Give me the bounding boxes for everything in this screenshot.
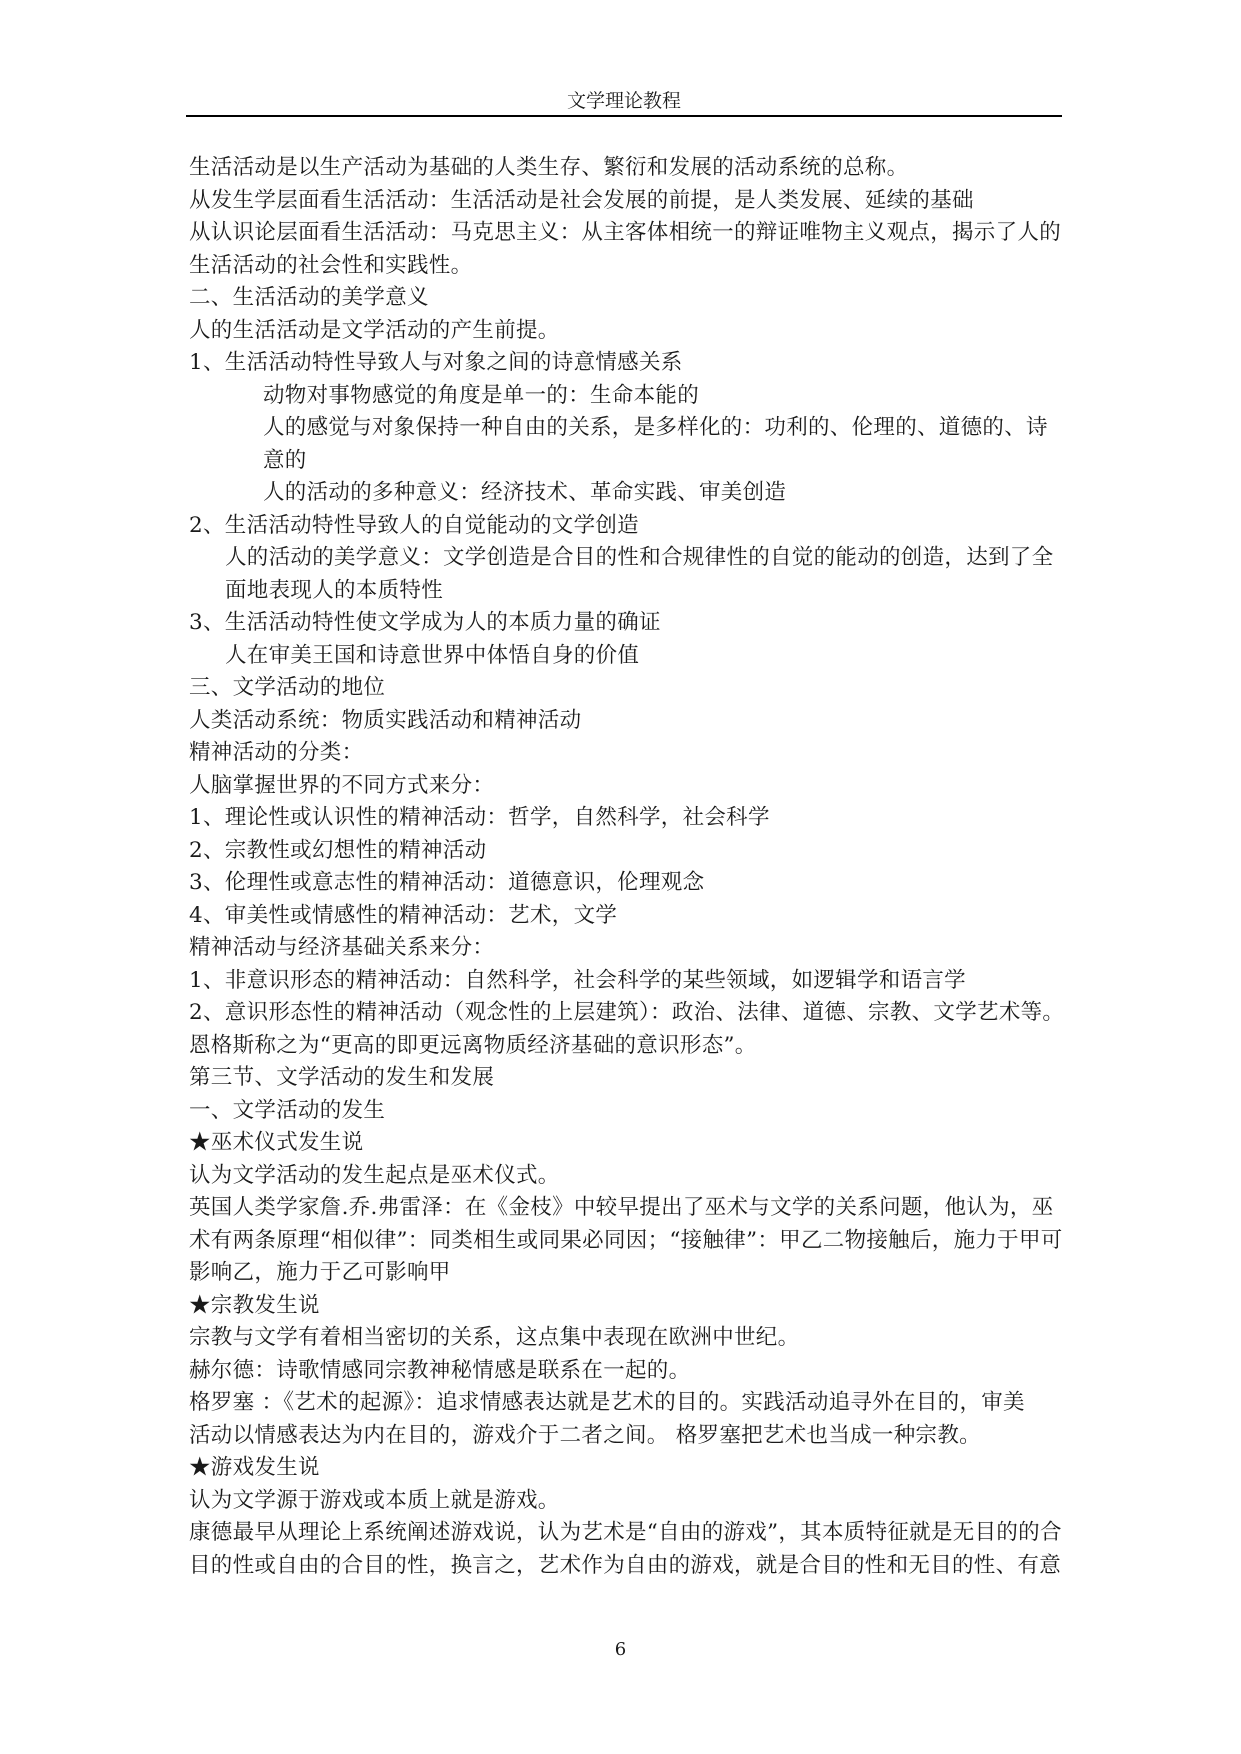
text-line: 一、文学活动的发生 bbox=[189, 1097, 386, 1123]
text-line: 人脑掌握世界的不同方式来分： bbox=[189, 772, 495, 798]
text-line: 生活活动的社会性和实践性。 bbox=[189, 252, 473, 278]
text-line: 1、生活活动特性导致人与对象之间的诗意情感关系 bbox=[189, 350, 683, 375]
text-line: 动物对事物感觉的角度是单一的：生命本能的 bbox=[263, 382, 700, 408]
text-line: 宗教与文学有着相当密切的关系，这点集中表现在欧洲中世纪。 bbox=[189, 1325, 800, 1350]
text-line: 人类活动系统：物质实践活动和精神活动 bbox=[189, 707, 582, 733]
text-line: ★游戏发生说 bbox=[189, 1455, 320, 1480]
text-line: 2、生活活动特性导致人的自觉能动的文学创造 bbox=[189, 512, 639, 538]
text-line: 三、文学活动的地位 bbox=[189, 675, 386, 700]
text-line: 4、审美性或情感性的精神活动：艺术，文学 bbox=[189, 902, 618, 928]
text-line: 1、非意识形态的精神活动：自然科学，社会科学的某些领域，如逻辑学和语言学 bbox=[189, 967, 966, 993]
text-line: 人的感觉与对象保持一种自由的关系，是多样化的：功利的、伦理的、道德的、诗 bbox=[263, 415, 1048, 440]
text-line: 精神活动的分类： bbox=[189, 740, 364, 765]
text-line: 生活活动是以生产活动为基础的人类生存、繁衍和发展的活动系统的总称。 bbox=[189, 155, 909, 180]
text-line: 认为文学活动的发生起点是巫术仪式。 bbox=[189, 1162, 560, 1188]
text-line: 英国人类学家詹.乔.弗雷泽：在《金枝》中较早提出了巫术与文学的关系问题，他认为，巫 bbox=[189, 1195, 1054, 1220]
text-line: 术有两条原理“相似律”：同类相生或同果必同因；“接触律”：甲乙二物接触后，施力于甲可 bbox=[189, 1227, 1063, 1253]
text-line: 目的性或自由的合目的性，换言之，艺术作为自由的游戏，就是合目的性和无目的性、有意 bbox=[189, 1552, 1062, 1578]
text-line: 赫尔德：诗歌情感同宗教神秘情感是联系在一起的。 bbox=[189, 1357, 691, 1383]
page-body bbox=[189, 152, 1064, 1582]
text-line: 二、生活活动的美学意义 bbox=[189, 285, 429, 310]
text-line: 人的活动的美学意义：文学创造是合目的性和合规律性的自觉的能动的创造，达到了全 bbox=[225, 545, 1054, 570]
text-line: 从发生学层面看生活活动：生活活动是社会发展的前提，是人类发展、延续的基础 bbox=[189, 187, 974, 213]
text-line: 3、伦理性或意志性的精神活动：道德意识，伦理观念 bbox=[189, 870, 705, 895]
text-line: 精神活动与经济基础关系来分： bbox=[189, 935, 495, 960]
text-line: 面地表现人的本质特性 bbox=[225, 577, 444, 603]
text-line: 活动以情感表达为内在目的，游戏介于二者之间。 格罗塞把艺术也当成一种宗教。 bbox=[189, 1422, 981, 1448]
text-line: 2、意识形态性的精神活动（观念性的上层建筑）：政治、法律、道德、宗教、文学艺术等。 bbox=[189, 1000, 1064, 1025]
header-rule bbox=[186, 115, 1062, 117]
text-line: ★宗教发生说 bbox=[189, 1292, 320, 1318]
text-line: ★巫术仪式发生说 bbox=[189, 1130, 364, 1155]
text-line: 格罗塞 ：《艺术的起源》：追求情感表达就是艺术的目的。实践活动追寻外在目的，审美 bbox=[189, 1390, 1025, 1415]
text-line: 第三节、文学活动的发生和发展 bbox=[189, 1065, 495, 1090]
page-number: 6 bbox=[614, 1639, 627, 1660]
text-line: 从认识论层面看生活活动：马克思主义：从主客体相统一的辩证唯物主义观点，揭示了人的 bbox=[189, 220, 1062, 245]
text-line: 人在审美王国和诗意世界中体悟自身的价值 bbox=[225, 642, 640, 668]
text-line: 康德最早从理论上系统阐述游戏说，认为艺术是“自由的游戏”，其本质特征就是无目的的合 bbox=[189, 1520, 1062, 1545]
text-line: 人的生活活动是文学活动的产生前提。 bbox=[189, 317, 560, 343]
running-header: 文学理论教程 bbox=[566, 90, 681, 112]
text-line: 1、理论性或认识性的精神活动：哲学，自然科学，社会科学 bbox=[189, 805, 770, 830]
text-line: 意的 bbox=[263, 447, 307, 473]
text-line: 2、宗教性或幻想性的精神活动 bbox=[189, 837, 487, 863]
text-line: 认为文学源于游戏或本质上就是游戏。 bbox=[189, 1487, 560, 1513]
text-line: 恩格斯称之为“更高的即更远离物质经济基础的意识形态”。 bbox=[189, 1032, 757, 1058]
text-line: 影响乙，施力于乙可影响甲 bbox=[189, 1260, 451, 1285]
text-line: 人的活动的多种意义：经济技术、革命实践、审美创造 bbox=[263, 480, 787, 505]
text-line: 3、生活活动特性使文学成为人的本质力量的确证 bbox=[189, 610, 661, 635]
